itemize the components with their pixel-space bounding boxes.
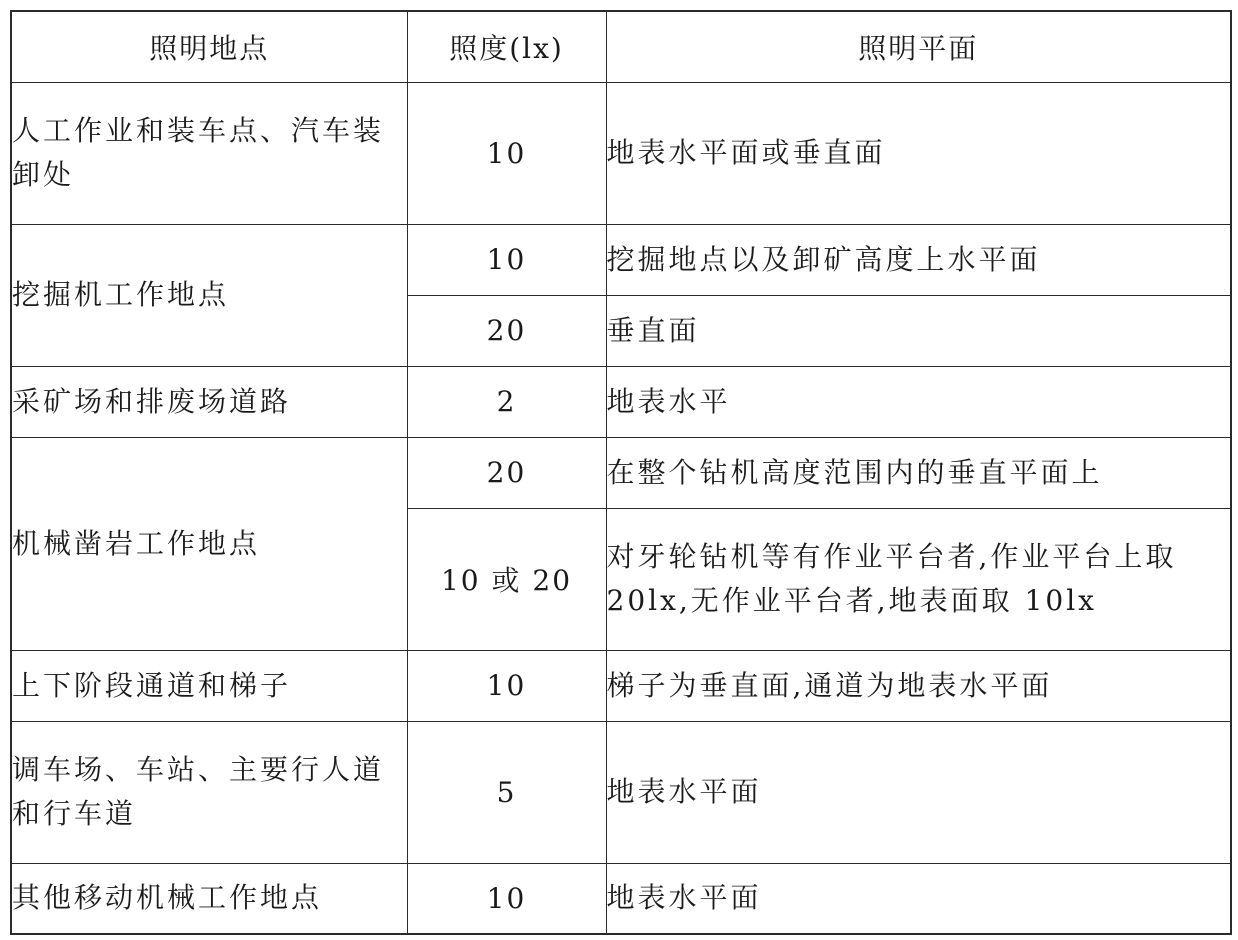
cell-plane: 地表水平面	[606, 721, 1231, 863]
cell-plane: 在整个钻机高度范围内的垂直平面上	[606, 437, 1231, 508]
header-illuminance: 照度(lx)	[407, 11, 606, 82]
cell-illuminance: 2	[407, 366, 606, 437]
table-row	[11, 437, 1231, 508]
cell-plane: 挖掘地点以及卸矿高度上水平面	[606, 224, 1231, 295]
cell-location: 采矿场和排废场道路	[11, 366, 407, 437]
cell-plane: 梯子为垂直面,通道为地表水平面	[606, 650, 1231, 721]
table-row	[11, 650, 1231, 721]
cell-plane: 垂直面	[606, 295, 1231, 366]
table-row	[11, 366, 1231, 437]
table-row	[11, 863, 1231, 934]
header-plane: 照明平面	[606, 11, 1231, 82]
cell-plane: 地表水平	[606, 366, 1231, 437]
table-row	[11, 721, 1231, 863]
cell-location: 挖掘机工作地点	[11, 224, 407, 366]
illumination-table	[10, 10, 1232, 935]
cell-location: 调车场、车站、主要行人道和行车道	[11, 721, 407, 863]
cell-location: 上下阶段通道和梯子	[11, 650, 407, 721]
cell-illuminance: 10	[407, 224, 606, 295]
cell-illuminance: 5	[407, 721, 606, 863]
cell-illuminance: 10 或 20	[407, 508, 606, 650]
cell-location: 人工作业和装车点、汽车装卸处	[11, 82, 407, 224]
cell-plane: 对牙轮钻机等有作业平台者,作业平台上取 20lx,无作业平台者,地表面取 10lx	[606, 508, 1231, 650]
cell-illuminance: 20	[407, 295, 606, 366]
cell-plane: 地表水平面或垂直面	[606, 82, 1231, 224]
cell-location: 机械凿岩工作地点	[11, 437, 407, 650]
cell-illuminance: 10	[407, 82, 606, 224]
table-header-row	[11, 11, 1231, 82]
cell-plane: 地表水平面	[606, 863, 1231, 934]
cell-illuminance: 10	[407, 863, 606, 934]
cell-location: 其他移动机械工作地点	[11, 863, 407, 934]
table-row	[11, 82, 1231, 224]
header-location: 照明地点	[11, 11, 407, 82]
cell-illuminance: 10	[407, 650, 606, 721]
cell-illuminance: 20	[407, 437, 606, 508]
table-row	[11, 224, 1231, 295]
